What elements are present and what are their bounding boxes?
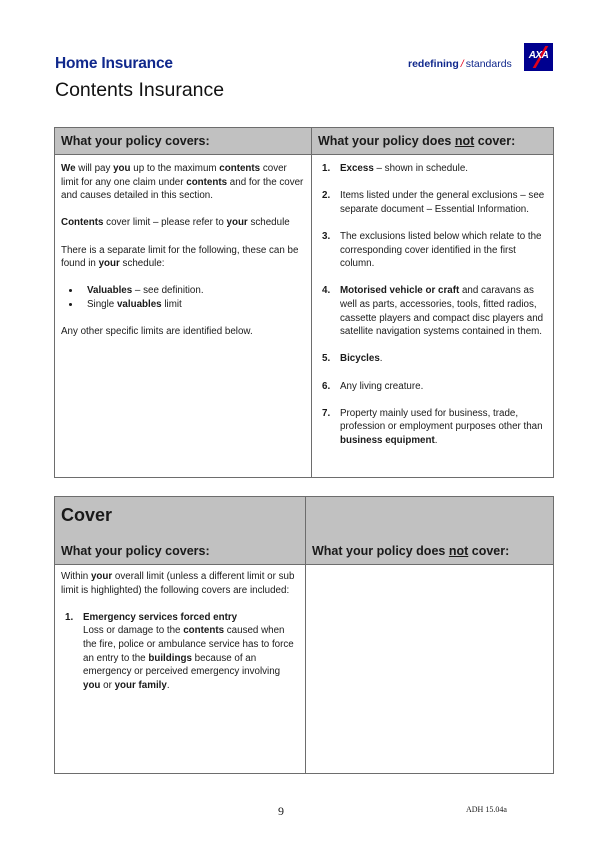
item-text: The exclusions listed below which relate to the corresponding cover identified in the first column. — [340, 230, 542, 270]
not-covered-header-pre: What your policy does — [318, 134, 455, 148]
cover-list — [61, 611, 299, 693]
cover-intro — [61, 570, 299, 597]
cover-title: Cover — [61, 505, 113, 525]
text: There is a separate limit for the following, these can be found in — [61, 244, 299, 270]
bold-text: business equipment — [340, 434, 435, 446]
covers-cell — [55, 155, 312, 478]
list-item — [318, 407, 547, 448]
text: Single — [87, 298, 117, 310]
bold-your: your — [90, 571, 113, 582]
not-covered-header-cell — [306, 497, 554, 565]
limits-list — [61, 284, 305, 311]
tagline-rest: standards — [465, 58, 512, 70]
covers-paragraph-2 — [61, 216, 305, 230]
list-item — [318, 284, 547, 338]
doc-code: ADH 15.04a — [466, 805, 507, 814]
cover-not-covered-cell — [306, 565, 554, 774]
text: cover limit for any one claim under — [61, 163, 287, 188]
not-covered-header-pre: What your policy does — [312, 544, 449, 558]
not-covered-header — [306, 526, 553, 558]
bold-contents: contents — [183, 625, 225, 637]
text: cover limit – please refer to — [103, 217, 227, 229]
item-text: – shown in schedule. — [373, 163, 468, 174]
bold-text: Bicycles — [340, 353, 380, 365]
item-text: . — [379, 353, 383, 365]
cover-covers-cell — [55, 565, 306, 774]
item-number: 4. — [322, 285, 331, 297]
list-item — [81, 284, 305, 298]
item-text: and caravans as well as parts, accessories, tools, fitted radios, cassette players and compact disc players and satellite navigation systems contained in them. — [340, 285, 544, 338]
text: schedule — [247, 217, 290, 229]
exclusions-list — [318, 162, 547, 447]
list-item — [318, 162, 547, 176]
item-text: Items listed under the general exclusions – see separate document – Essential Information. — [340, 190, 545, 215]
page-title: Contents Insurance — [55, 79, 225, 101]
text: up to the maximum — [130, 163, 220, 174]
bold-buildings: buildings — [148, 652, 192, 664]
item-number: 5. — [322, 353, 331, 365]
text: Loss or damage to the — [83, 625, 184, 637]
covers-header: What your policy covers: — [61, 544, 210, 558]
list-item — [318, 230, 547, 271]
covers-header: What your policy covers: — [55, 128, 312, 155]
item-number: 1. — [322, 163, 331, 174]
item-number: 7. — [322, 407, 331, 419]
item-number: 1. — [65, 611, 74, 623]
item-text: Any living creature. — [340, 380, 424, 392]
bold-text: Motorised vehicle or craft — [340, 285, 460, 297]
bold-your-family: your family — [114, 679, 167, 691]
text: – see definition. — [132, 285, 204, 297]
brand-title: Home Insurance — [55, 55, 173, 72]
not-covered-cell — [312, 155, 554, 478]
text: limit — [161, 298, 182, 310]
text: because of an emergency or perceived emergency involving — [83, 652, 281, 678]
cover-table — [54, 496, 554, 774]
logo-text: AXA — [528, 50, 549, 61]
text: Within — [61, 571, 91, 582]
bold-your: your — [226, 217, 248, 229]
bold-text: Excess — [340, 163, 374, 174]
not-covered-header-not: not — [454, 134, 475, 148]
item-heading: Emergency services forced entry — [83, 611, 238, 623]
text: and for the cover and causes detailed in this section. — [61, 176, 304, 202]
tagline-bold: redefining — [408, 58, 459, 70]
item-number: 2. — [322, 190, 331, 202]
tagline — [408, 58, 512, 70]
bold-we: We — [61, 163, 76, 174]
bold-valuables: valuables — [116, 298, 162, 310]
bold-your: your — [98, 258, 120, 270]
text: caused when the fire, police or ambulance service has to force an entry to the — [83, 625, 294, 664]
item-number: 3. — [322, 230, 331, 242]
bold-valuables: Valuables — [87, 285, 133, 297]
list-item — [318, 380, 547, 394]
text: will pay — [75, 163, 114, 174]
list-item — [61, 611, 299, 693]
cover-header-cell — [55, 497, 306, 565]
not-covered-header-post: cover: — [468, 544, 510, 558]
text: overall limit (unless a different limit or sub limit is highlighted) the following covers are included: — [61, 571, 295, 596]
list-item — [81, 298, 305, 312]
text: . — [166, 679, 170, 691]
item-number: 6. — [322, 380, 331, 392]
not-covered-header-post: cover: — [474, 134, 516, 148]
page-number: 9 — [278, 804, 284, 818]
policy-table — [54, 127, 554, 478]
text: or — [100, 679, 115, 691]
bold-contents: contents — [219, 163, 261, 174]
covers-paragraph-4: Any other specific limits are identified below. — [61, 326, 253, 338]
bold-you: you — [113, 163, 131, 174]
item-text: Property mainly used for business, trade, profession or employment purposes other than — [340, 407, 543, 433]
list-item — [318, 189, 547, 216]
not-covered-header-not: not — [448, 544, 469, 558]
text: schedule: — [119, 258, 165, 270]
bold-contents: Contents — [61, 217, 104, 229]
axa-logo — [524, 43, 553, 71]
bold-you: you — [83, 679, 101, 691]
list-item — [318, 352, 547, 366]
tagline-slash: / — [460, 58, 464, 70]
covers-paragraph-3 — [61, 244, 305, 271]
bold-contents: contents — [186, 176, 228, 188]
item-text: . — [434, 434, 438, 446]
not-covered-header — [312, 128, 554, 155]
covers-paragraph-1 — [61, 162, 305, 203]
